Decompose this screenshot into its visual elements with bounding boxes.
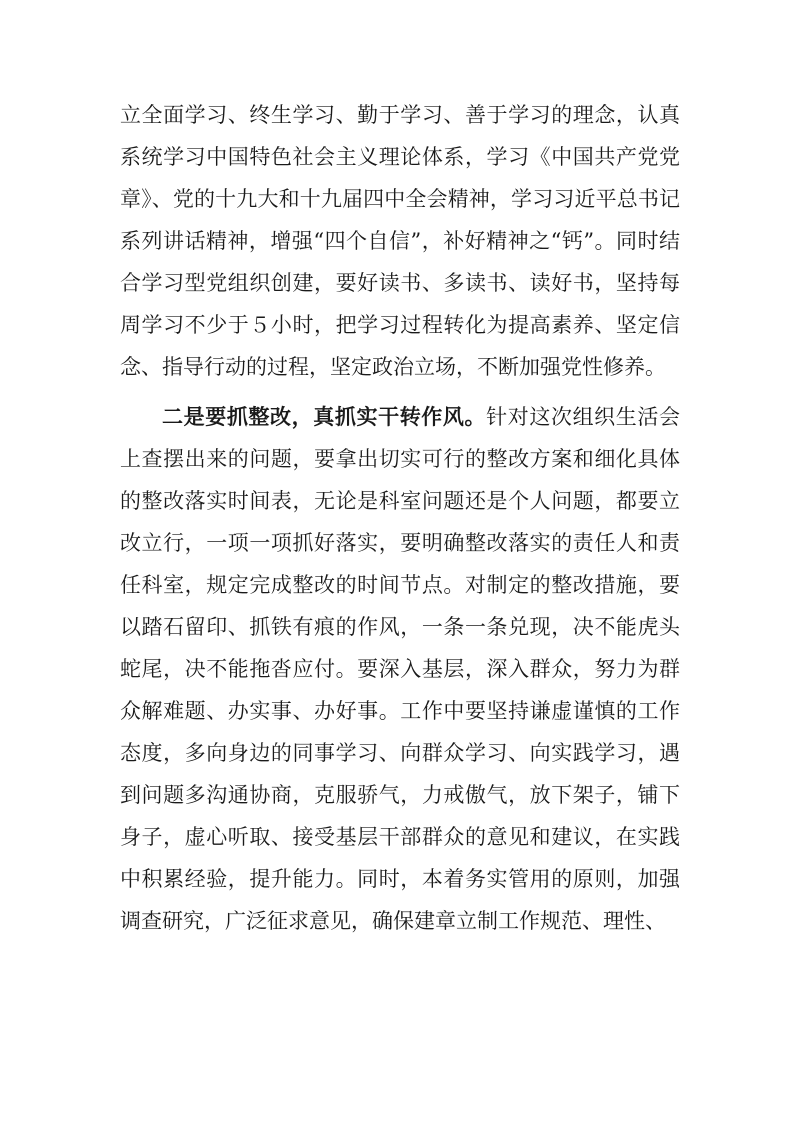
paragraph-lead-heading: 二是要抓整改，真抓实干转作风。 <box>162 405 487 429</box>
paragraph-rectification <box>120 396 680 942</box>
paragraph-study: 立全面学习、终生学习、勤于学习、善于学习的理念，认真系统学习中国特色社会主义理论体系，学习《中国共产党党章》、党的十九大和十九届四中全会精神，学习习近平总书记系列讲话精神，增强“四个自信”，补好精神之“钙”。同时结合学习型党组织创建，要好读书、多读书、读好书，坚持每周学习不少于５小时，把学习过程转化为提高素养、坚定信念、指导行动的过程，坚定政治立场，不断加强党性修养。 <box>120 103 680 379</box>
document-body <box>120 94 680 942</box>
paragraph-body-text: 针对这次组织生活会上查摆出来的问题，要拿出切实可行的整改方案和细化具体的整改落实时间表，无论是科室问题还是个人问题，都要立改立行，一项一项抓好落实，要明确整改落实的责任人和责任科室，规定完成整改的时间节点。对制定的整改措施，要以踏石留印、抓铁有痕的作风，一条一条兑现，决不能虎头蛇尾，决不能拖沓应付。要深入基层，深入群众，努力为群众解难题、办实事、办好事。工作中要坚持谦虚谨慎的工作态度，多向身边的同事学习、向群众学习、向实践学习，遇到问题多沟通协商，克服骄气，力戒傲气，放下架子，铺下身子，虚心听取、接受基层干部群众的意见和建议，在实践中积累经验，提升能力。同时，本着务实管用的原则，加强调查研究，广泛征求意见，确保建章立制工作规范、理性、 <box>120 405 681 933</box>
